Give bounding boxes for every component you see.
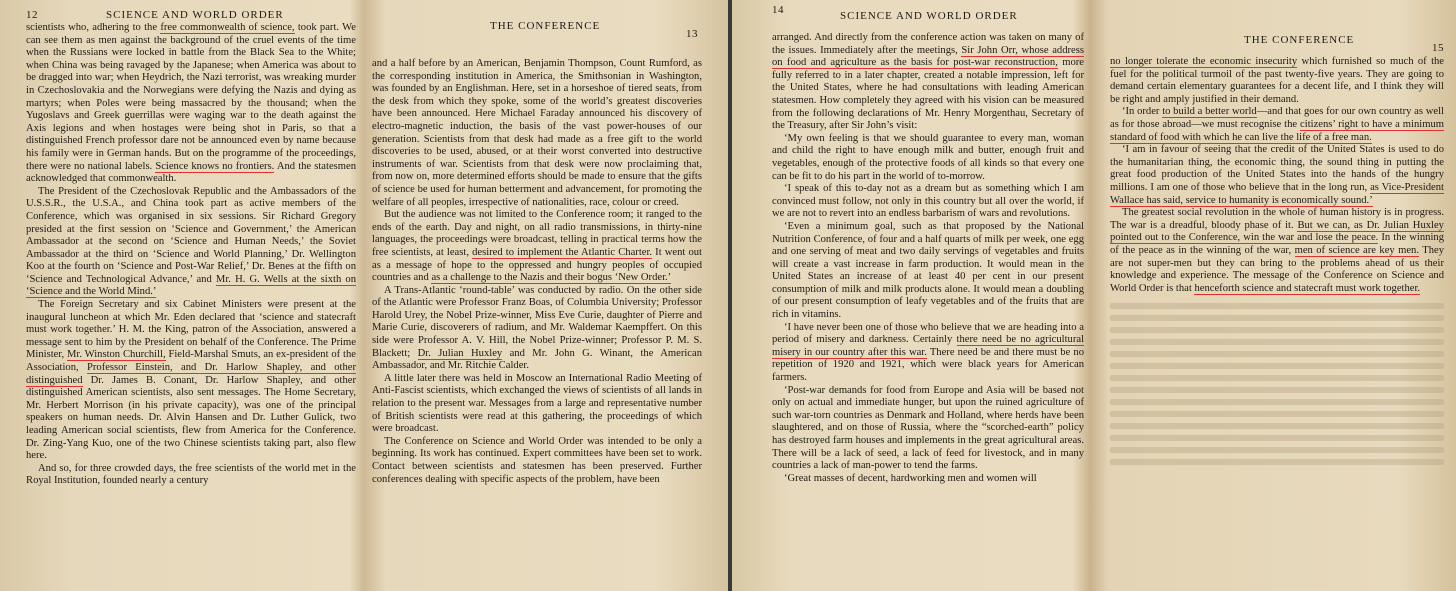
faded-line [1110,375,1444,381]
underlined-highlight: Professor Einstein, and Dr. Harlow Shapley, and other distinguished [26,362,356,386]
quoted-paragraph [1110,106,1444,144]
running-head [26,0,356,22]
faded-line [1110,351,1444,357]
text-run: which furnished so much of the fuel for the political turmoil of the past twenty-five years. They are going to demand certain elementary guarantees for a decent life, and I think they will be right and amply justified in their demand. [1110,56,1445,105]
text-run: ‘I am in favour of seeing that the credit of the United States is used to do the humanitarian thing, the economic thing, the sound thing in putting the great food production of the United States into the hands of the hungry millions. I am one of those who believe that in the long run, [1110,144,1444,193]
text-run: ‘Even a minimum goal, such as that proposed by the National Nutrition Conference, of four and a half quarts of milk per week, one egg and one serving of meat and two daily servings of vegetables and fruits will create a vast increase in farm production. It would mean in the United States an increase of at least 40 per cent in our present consumption of milk and milk products alone. It would mean a doubling of our present consumption of leafy vegetables and of the fruits that are rich in vitamins. [772,220,1084,321]
underlined-highlight: But we can, as Dr. Julian Huxley pointed out to the Conference, win the war and lose the peace. [1110,219,1444,244]
page-number: 13 [686,28,698,40]
underlined-highlight: Mr. Winston Churchill, [66,349,166,361]
text-run: And so, for three crowded days, the free scientists of the world met in the Royal Institution, founded nearly a century [26,462,356,487]
page-15 [1110,0,1444,591]
text-run: It went out as a message of hope to the oppressed and hungry peoples of occupied countries and [372,246,702,284]
quoted-paragraph [772,385,1084,473]
text-run: A little later there was held in Moscow an International Radio Meeting of Anti-Fascist scientists, which exchanged the views of scientists of all lands in relation to the present war. Messages from a large and representative number of British scientists were read at this gathering, the proceedings of which were broadcast. [372,372,702,435]
quoted-paragraph [772,473,1084,486]
text-run: ‘I speak of this to-day not as a dream but as something which I am convinced must follow, not only in this country but all over the world, if we are not to revert into an endless barbarism of wars and revolutions. [772,183,1084,220]
faded-line [1110,435,1444,441]
text-run: more fully referred to in a later chapter, created a notable impression, left for the United States, where he had consultations with leading American statesmen. How completely they agreed with his vision can be measured from the following declarations of Mr. Henry Morgenthau, Secretary of the Treasury, after Sir John’s visit: [772,57,1084,132]
body-paragraph [26,299,356,463]
page-number: 15 [1432,42,1444,54]
underlined-highlight: as a challenge to the Nazis and their bogus ‘New Order.’ [431,272,672,284]
underlined-highlight: Mr. H. G. Wells at the sixth on ‘Science and the World Mind.’ [26,273,356,298]
text-run: The Foreign Secretary and six Cabinet Ministers were present at the inaugural luncheon at which Mr. Eden declared that ‘science and statecraft must work together.’ H. M. the King, patron of the Association, answered a message sent to him by the President on behalf of the Conference. The Prime Minister, [26,299,356,361]
running-title: SCIENCE AND WORLD ORDER [840,10,1018,22]
text-run: In the winning of the peace as in the winning of the war, [1110,232,1444,256]
running-head [772,0,1084,22]
underlined-highlight: no longer tolerate the economic insecurity [1110,56,1298,67]
text-run: The greatest social revolution in the whole of human history is in progress. The war is a dreadful, bloody phase of it. [1110,207,1444,231]
text-run: The President of the Czechoslovak Republic and the Ambassadors of the U.S.S.R., the U.S.A., and China took part as active members of the Conference, which was organised in six sessions. Sir Richard Gregory presided at the first session on ‘Science and Government,’ the American Ambassador at the second on ‘Science and Human Needs,’ the Soviet Ambassador at the third on ‘Science and World Planning,’ Dr. Wellington Koo at the fourth on ‘Science and Post-War Relief,’ Dr. Benes at the fifth on ‘Science and Technological Advance,’ and [26,185,356,285]
running-title: SCIENCE AND WORLD ORDER [106,9,284,21]
underlined-highlight: Science knows no frontiers. [155,160,275,172]
page-body [372,58,702,486]
text-run: and Mr. John G. Winant, the American Ambassador, and Mr. Ritchie Calder. [372,347,703,372]
underlined-highlight: Sir John Orr, whose address on food and agriculture as the basis for post-war reconstruction, [772,44,1084,69]
running-head [1110,0,1444,54]
underlined-highlight: Dr. Julian Huxley [417,347,503,359]
body-paragraph [26,463,356,488]
body-paragraph [26,186,356,299]
running-title: THE CONFERENCE [1244,34,1355,46]
text-run: ‘My own feeling is that we should guarantee to every man, woman and child the right to have enough milk and butter, enough fruit and vegetables, enough of the protective foods of all kinds so that every one can be fit to do his part in the world of to-morrow. [772,132,1084,182]
body-paragraph [372,285,702,373]
underlined-highlight: citizens’ right to have a minimum standard of food with which he can live the life of a free man. [1110,118,1444,143]
text-run: They are not super-men but they can bring to the problems ahead of us their knowledge and experience. The message of the Conference on Science and World Order is that [1110,244,1444,294]
running-title: THE CONFERENCE [490,20,601,32]
quoted-paragraph [772,183,1084,221]
faded-line [1110,327,1444,333]
page-body [26,22,356,488]
quoted-paragraph [772,221,1084,322]
faded-line [1110,387,1444,393]
faded-bleed-through-text [1110,303,1444,465]
faded-line [1110,303,1444,309]
text-run: ‘I have never been one of those who believe that we are heading into a period of misery and darkness. Certainly [772,321,1084,346]
text-run: The Conference on Science and World Order was intended to be only a beginning. Its work has continued. Expert committees have been set to work. Contact between scientists and statesmen has been preserved. Further conferences dealing with specific aspects of the problem, have been [372,435,702,485]
body-paragraph [372,373,702,436]
text-run: There need be and there must be no repetition of 1920 and 1921, which were black years for American farmers. [772,346,1084,384]
faded-line [1110,447,1444,453]
page-number: 12 [26,9,38,21]
text-run: Field-Marshal Smuts, an ex-president of the Association, [26,349,356,374]
text-run: Dr. James B. Conant, Dr. Harlow Shapley, and other distinguished American scientists, also sent messages. The Home Secretary, Mr. Herbert Morrison (in his private capacity), was one of the principal speakers on human needs. Dr. Alvin Hansen and Dr. Luther Gulick, two leading American social scientists, flew from America for the Conference. Dr. Zing-Yang Kuo, one of the two Chinese scientists taking part, also flew here. [26,374,356,462]
faded-line [1110,315,1444,321]
quoted-paragraph [1110,144,1444,207]
faded-line [1110,423,1444,429]
faded-line [1110,459,1444,465]
body-paragraph [26,22,356,186]
text-run: But the audience was not limited to the Conference room; it ranged to the ends of the earth. Day and night, on all radio transmissions, in thirty-nine languages, the proceedings were broadcast, telling in practical terms how the free scientists, at least, [372,209,702,258]
text-run: ‘In order [1122,106,1163,118]
page-body [772,32,1084,485]
body-paragraph [372,209,702,285]
page-13 [372,0,702,591]
body-paragraph [772,32,1084,133]
underlined-highlight: to build a better world [1162,106,1257,118]
body-paragraph [372,436,702,486]
faded-line [1110,339,1444,345]
underlined-highlight: as Vice-President Wallace has said, service to humanity is economically sound.’ [1110,181,1444,206]
underlined-highlight: henceforth science and statecraft must work together. [1194,282,1421,294]
text-run: scientists who, adhering to the [26,22,161,33]
faded-line [1110,411,1444,417]
page-12 [26,0,356,591]
quoted-paragraph [772,133,1084,183]
body-paragraph [372,58,702,209]
underlined-highlight: free commonwealth of science, [160,22,295,33]
faded-line [1110,363,1444,369]
text-run: —and that goes for our own country as well as for those abroad—we must recognise the [1110,106,1444,130]
body-paragraph [1110,207,1444,295]
text-run: took part. We can see them as men against the background of the cruel events of the time when the Russians were locked in battle from the Black Sea to the White; when China was being ravaged by the Japanese; when America was about to be dragged into war; when Heydrich, the Nazi terrorist, was wreaking murder in Czechoslovakia and the Norwegians were defying the Nazis and dying as martyrs; when Poles were being massacred by the thousand; when the Yugoslavs and Greek guerrillas were waging war to the death against the Axis legions and when hostages were being shot in Paris, so that a distinguished French professor dare not be announced even by name because his family were in German hands. But on the programme of the proceedings, there were no national labels. [26,22,356,172]
text-run: And the statesmen acknowledged that commonwealth. [26,160,357,185]
page-body [1110,56,1444,295]
text-run: arranged. And directly from the conference action was taken on many of the issues. Immediately after the meetings, [772,32,1084,56]
body-paragraph [1110,56,1444,106]
underlined-highlight: there need be no agricultural misery in our country after this war. [772,334,1085,358]
text-run: ‘Great masses of decent, hardworking men and women will [784,472,1037,484]
faded-line [1110,399,1444,405]
text-run: A Trans-Atlantic ‘round-table’ was conducted by radio. On the other side of the Atlantic were Professor Franz Boas, of Columbia University; Professor Harold Urey, the Nobel Prize-winner, Miss Eve Curie, daughter of Pierre and Marie Curie, discoverers of radium, and Mr. Waldemar Kaempffert. On this side were Professor A. V. Hill, the Nobel Prize-winner; Professor P. M. S. Blackett; [372,284,702,359]
page-14 [772,0,1084,591]
page-number: 14 [772,4,784,16]
text-run: ‘Post-war demands for food from Europe and Asia will be based not only on actual and immediate hunger, but upon the ruined agriculture of such war-torn countries as Denmark and Holland, where herds have been slaughtered, and on those of Russia, where the “scorched-earth” policy has destroyed farm houses and implements in the great agricultural areas. There will be a lack of seed, a lack of feed for livestock, and in many countries a lack of man-power to tend the farms. [772,384,1084,472]
running-head [372,0,702,40]
underlined-highlight: desired to implement the Atlantic Charter. [472,246,653,258]
quoted-paragraph [772,322,1084,385]
underlined-highlight: men of science are key men. [1294,244,1419,256]
text-run: and a half before by an American, Benjamin Thompson, Count Rumford, as the corresponding institution in America, the Smithsonian in Washington, was founded by an Englishman. Here, set in a horseshoe of tiered seats, from the desk from which they spoke, some of the world’s greatest discoveries have been announced. Here Michael Faraday announced his discovery of electro-magnetic induction, the basis of the vast power-houses of our generation. Scientists from that desk had made as a free gift to the world discoveries to be used, abused, or at their worst converted into destructive instruments of war. Scientists from that desk were now proclaiming that, from now on, more determined efforts should be made to ensure that the gifts of science be used for human betterment and advancement, for promoting the welfare of all peoples, irrespective of nationalities, race, colour or creed. [372,58,702,208]
